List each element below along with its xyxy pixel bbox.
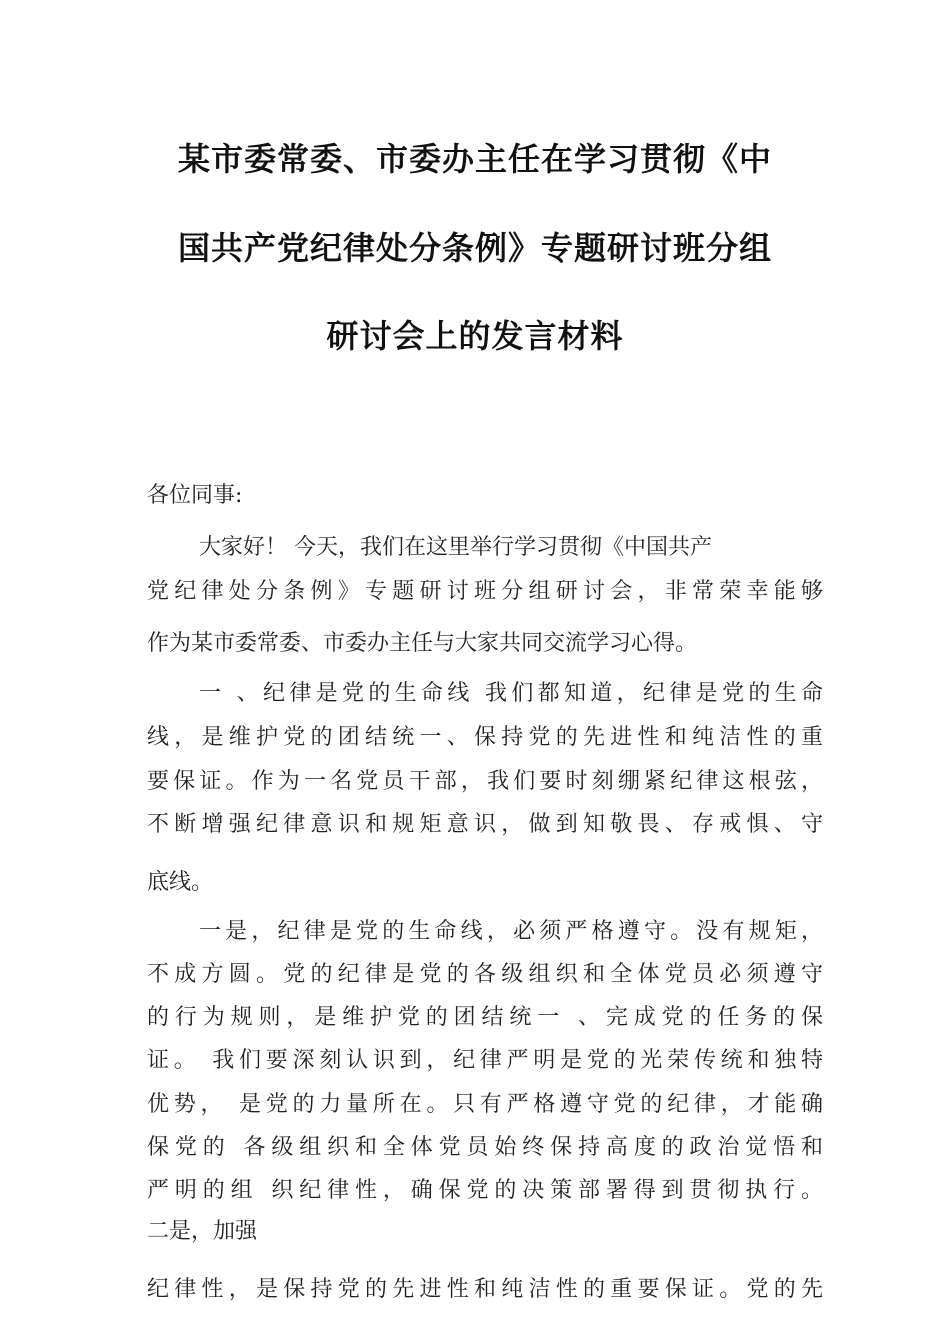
document-title-line-3: 研讨会上的发言材料: [326, 317, 624, 355]
body-line: 大家好！ 今天，我们在这里举行学习贯彻《中国共产: [199, 535, 712, 560]
body-line: 底线。: [147, 870, 214, 895]
body-line: 的行为规则，是维护党的团结统一 、完成党的任务的保: [147, 1005, 823, 1030]
body-line: 纪律性，是保持党的先进性和纯洁性的重要保证。党的先: [147, 1277, 823, 1302]
body-line: 一是，纪律是党的生命线，必须严格遵守。没有规矩，: [199, 919, 823, 944]
document-title-line-2: 国共产党纪律处分条例》专题研讨班分组: [177, 229, 772, 267]
body-line: 严明的组 织纪律性，确保党的决策部署得到贯彻执行。: [147, 1178, 823, 1203]
body-line: 要保证。作为一名党员干部，我们要时刻绷紧纪律这根弦，: [147, 769, 823, 794]
body-line: 二是，加强: [147, 1219, 258, 1244]
body-line: 线，是维护党的团结统一、保持党的先进性和纯洁性的重: [147, 725, 823, 750]
body-line: 保党的 各级组织和全体党员始终保持高度的政治觉悟和: [147, 1135, 823, 1160]
body-line: 作为某市委常委、市委办主任与大家共同交流学习心得。: [147, 631, 698, 656]
section-heading-line: 一 、纪律是党的生命线 我们都知道，纪律是党的生命: [199, 681, 823, 706]
body-line: 党纪律处分条例》专题研讨班分组研讨会，非常荣幸能够: [147, 579, 823, 604]
body-line: 优势， 是党的力量所在。只有严格遵守党的纪律，才能确: [147, 1092, 823, 1117]
body-line: 不成方圆。党的纪律是党的各级组织和全体党员必须遵守: [147, 962, 823, 987]
body-line: 证。 我们要深刻认识到，纪律严明是党的光荣传统和独特: [147, 1048, 823, 1073]
document-title-line-1: 某市委常委、市委办主任在学习贯彻《中: [177, 140, 772, 178]
body-line: 不断增强纪律意识和规矩意识，做到知敬畏、存戒惧、守: [147, 812, 823, 837]
salutation: 各位同事:: [147, 483, 243, 508]
